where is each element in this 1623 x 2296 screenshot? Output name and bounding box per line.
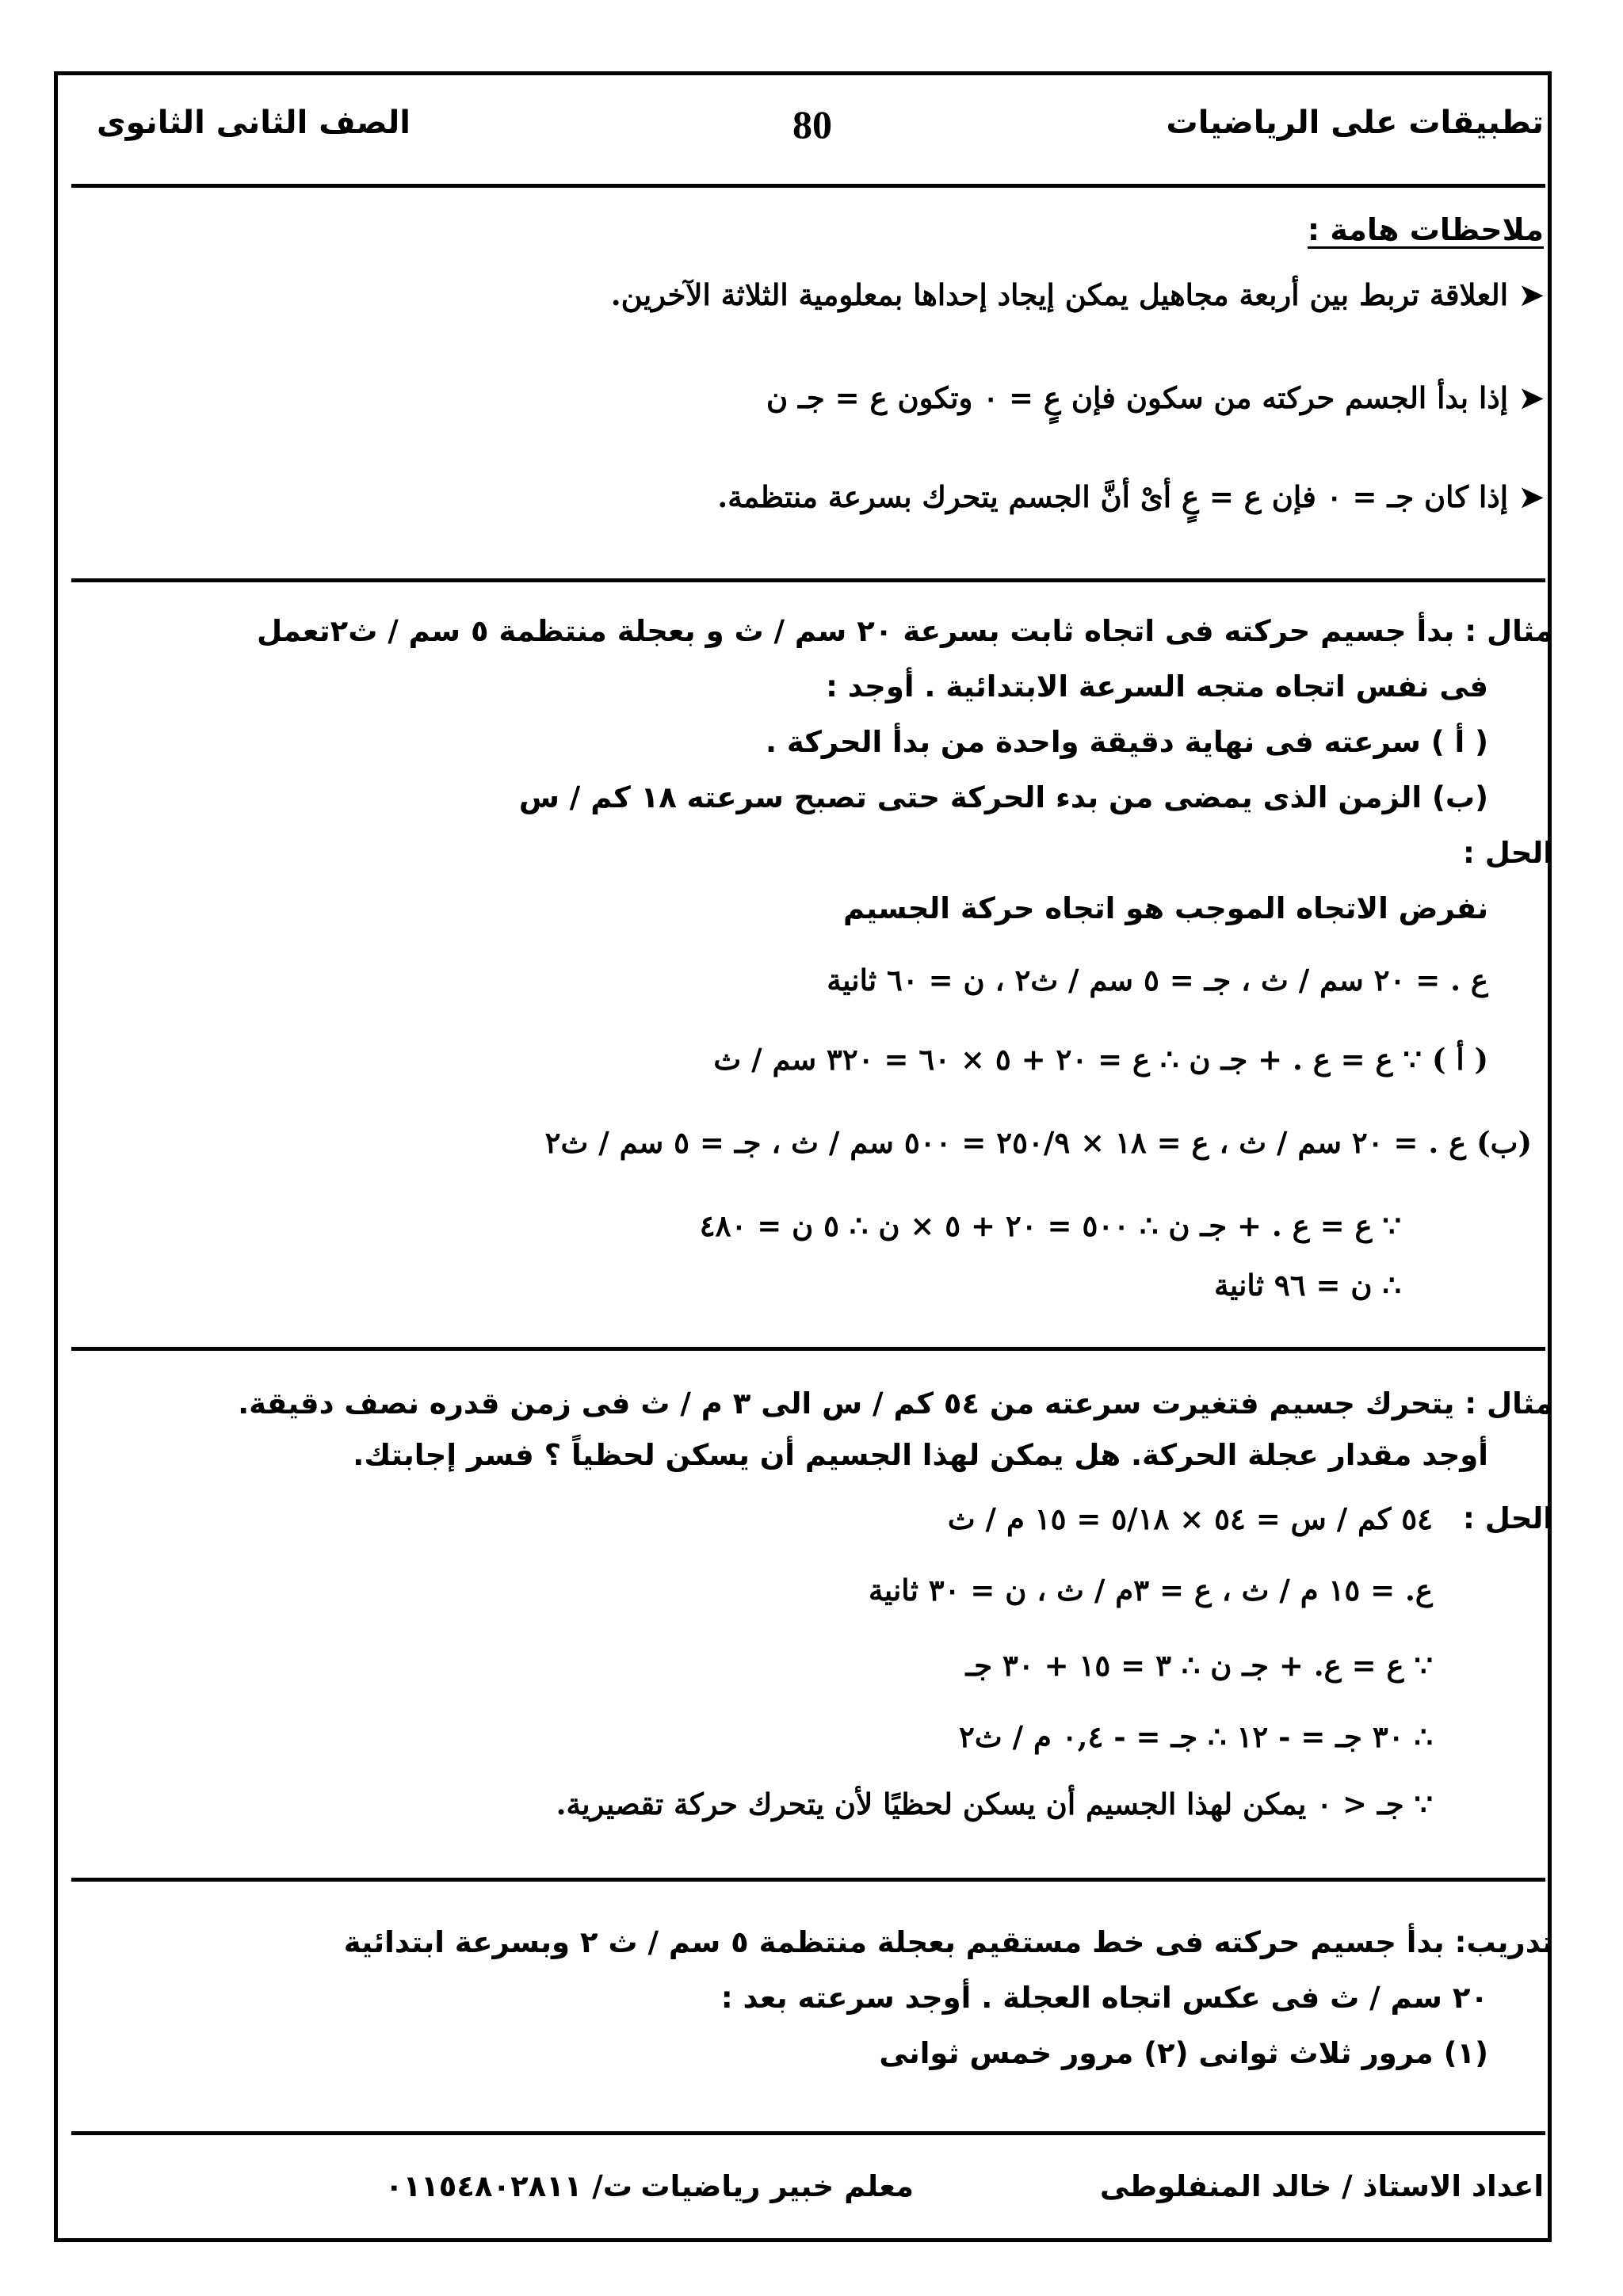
exercise-line: ٢٠ سم / ث فى عكس اتجاه العجلة . أوجد سرعته بعد : [720, 1981, 1488, 2015]
solution-line: (ب) ع . = ٢٠ سم / ث ، ع = ١٨ × ٢٥٠/٩ = ٥٠٠ سم / ث ، جـ = ٥ سم / ث٢ [544, 1125, 1532, 1160]
note-item: ➤إذا كان جـ = ٠ فإن ع = عٍ أىْ أنَّ الجسم يتحرك بسرعة منتظمة. [717, 479, 1544, 514]
footer-role: معلم خبير رياضيات [640, 2169, 914, 2203]
book-title: تطبيقات على الرياضيات [1166, 105, 1544, 141]
solution-line: ∴ ٣٠ جـ = - ١٢ ∴ جـ = - ٠,٤ م / ث٢ [959, 1719, 1433, 1754]
note-item: ➤العلاقة تربط بين أربعة مجاهيل يمكن إيجاد إحداها بمعلومية الثلاثة الآخرين. [610, 277, 1544, 312]
solution-line: نفرض الاتجاه الموجب هو اتجاه حركة الجسيم [842, 891, 1488, 925]
example1-line: ( أ ) سرعته فى نهاية دقيقة واحدة من بدأ الحركة . [766, 725, 1488, 759]
grade-label: الصف الثانى الثانوى [96, 105, 411, 141]
example1-line: فى نفس اتجاه متجه السرعة الابتدائية . أوجد : [826, 669, 1488, 704]
pointer-icon: ➤ [1518, 380, 1544, 415]
page-number: 80 [792, 102, 832, 147]
footer-divider [71, 2131, 1545, 2135]
header-divider [71, 184, 1545, 188]
exercise-line: (١) مرور ثلاث ثوانى (٢) مرور خمس ثوانى [879, 2036, 1488, 2070]
example1-line: (ب) الزمن الذى يمضى من بدء الحركة حتى تصبح سرعته ١٨ كم / س [518, 780, 1488, 814]
solution-line: ع. = ١٥ م / ث ، ع = ٣م / ث ، ن = ٣٠ ثانية [869, 1573, 1433, 1608]
solution-label: الحل : [1463, 1501, 1553, 1535]
footer-author: اعداد الاستاذ / خالد المنفلوطى [1099, 2169, 1544, 2203]
example2-line: أوجد مقدار عجلة الحركة. هل يمكن لهذا الجسيم أن يسكن لحظياً ؟ فسر إجابتك. [353, 1438, 1488, 1472]
solution-label: الحل : [1463, 836, 1553, 870]
section-divider [71, 1347, 1545, 1351]
notes-title: ملاحظات هامة : [1307, 212, 1544, 247]
example2-line: مثال : يتحرك جسيم فتغيرت سرعته من ٥٤ كم / س الى ٣ م / ث فى زمن قدره نصف دقيقة. [238, 1386, 1553, 1421]
section-divider [71, 1878, 1545, 1882]
solution-line: ∵ ع = ع. + جـ ن ∴ ٣ = ١٥ + ٣٠ جـ [965, 1648, 1433, 1683]
exercise-line: تدريب: بدأ جسيم حركته فى خط مستقيم بعجلة منتظمة ٥ سم / ث ٢ وبسرعة ابتدائية [343, 1925, 1553, 1959]
solution-line: ∴ ن = ٩٦ ثانية [1214, 1268, 1401, 1302]
note-item: ➤إذا بدأ الجسم حركته من سكون فإن عٍ = ٠ وتكون ع = جـ ن [766, 380, 1544, 415]
solution-line: ( أ ) ∵ ع = ع . + جـ ن ∴ ع = ٢٠ + ٥ × ٦٠ = ٣٢٠ سم / ث [713, 1042, 1488, 1077]
pointer-icon: ➤ [1518, 479, 1544, 514]
solution-line: ع . = ٢٠ سم / ث ، جـ = ٥ سم / ث٢ ، ن = ٦٠ ثانية [827, 963, 1488, 997]
section-divider [71, 578, 1545, 582]
footer-phone: ت/ ٠١١٥٤٨٠٢٨١١ [385, 2169, 632, 2203]
solution-line: ∵ جـ < ٠ يمكن لهذا الجسيم أن يسكن لحظيًا لأن يتحرك حركة تقصيرية. [556, 1787, 1433, 1821]
solution-line: ٥٤ كم / س = ٥٤ × ٥/١٨ = ١٥ م / ث [947, 1501, 1433, 1536]
pointer-icon: ➤ [1518, 277, 1544, 312]
example1-line: مثال : بدأ جسيم حركته فى اتجاه ثابت بسرعة ٢٠ سم / ث و بعجلة منتظمة ٥ سم / ث٢تعمل [257, 614, 1553, 648]
solution-line: ∵ ع = ع . + جـ ن ∴ ٥٠٠ = ٢٠ + ٥ × ن ∴ ٥ ن = ٤٨٠ [699, 1208, 1401, 1243]
